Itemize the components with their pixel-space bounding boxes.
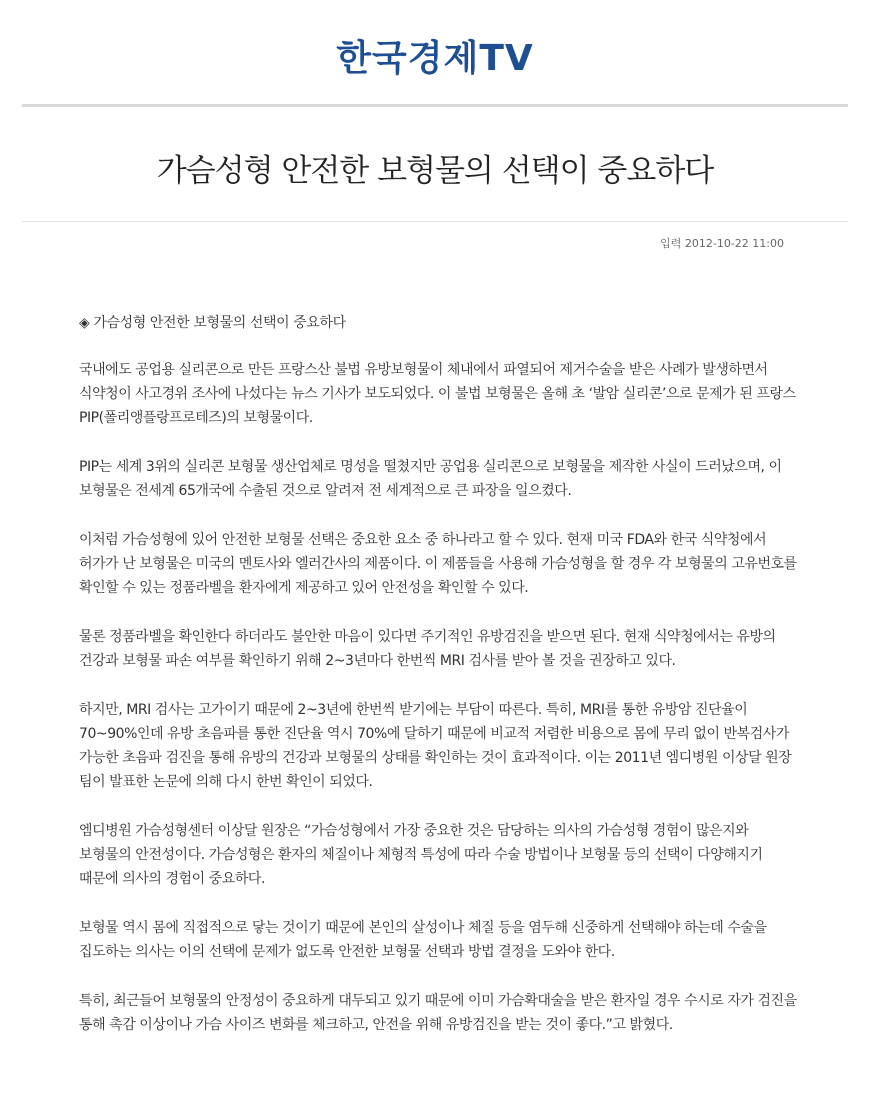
paragraph-4: 물론 정품라벨을 확인한다 하더라도 불안한 마음이 있다면 주기적인 유방검진을 받으면 된다. 현재 식약청에서는 유방의 건강과 보형물 파손 여부를 확인하기 위해 2~3년마다 한번씩 MRI 검사를 받아 볼 것을 권장하고 있다. [79,629,776,669]
paragraph-2: PIP는 세계 3위의 실리콘 보형물 생산업체로 명성을 떨쳤지만 공업용 실리콘으로 보형물을 제작한 사실이 드러났으며, 이 보형물은 전세계 65개국에 수출된 것으로 알려져 전 세계적으로 큰 파장을 일으켰다. [79,459,782,499]
paragraph-3: 이처럼 가슴성형에 있어 안전한 보형물 선택은 중요한 요소 중 하나라고 할 수 있다. 현재 미국 FDA와 한국 식약청에서 허가가 난 보형물은 미국의 멘토사와 엘러간사의 제품이다. 이 제품들을 사용해 가슴성형을 할 경우 각 보형물의 고유번호를 확인할 수 있는 정품라벨을 환자에게 제공하고 있어 안전성을 확인할 수 있다. [79,532,797,596]
site-logo[interactable]: 한국경제TV [336,38,534,79]
article-date [660,235,784,251]
date-label: 입력 [660,237,682,250]
article-body [79,311,799,1062]
paragraph-6: 엠디병원 가슴성형센터 이상달 원장은 “가슴성형에서 가장 중요한 것은 담당하는 의사의 가슴성형 경험이 많은지와 보형물의 안전성이다. 가슴성형은 환자의 체질이나 체형적 특성에 따라 수술 방법이나 보형물 등의 선택이 다양해지기 때문에 의사의 경험이 중요하다. [79,823,763,887]
date-value: 2012-10-22 11:00 [684,237,784,250]
paragraph-8: 특히, 최근들어 보형물의 안정성이 중요하게 대두되고 있기 때문에 이미 가슴확대술을 받은 환자일 경우 수시로 자가 검진을 통해 촉감 이상이나 가슴 사이즈 변화를 체크하고, 안전을 위해 유방검진을 받는 것이 좋다.”고 밝혔다. [79,993,797,1033]
article-title: 가슴성형 안전한 보형물의 선택이 중요하다 [156,153,714,189]
paragraph-7: 보형물 역시 몸에 직접적으로 닿는 것이기 때문에 본인의 살성이나 체질 등을 염두해 신중하게 선택해야 하는데 수술을 집도하는 의사는 이의 선택에 문제가 없도록 안전한 보형물 선택과 방법 결정을 도와야 한다. [79,920,767,960]
lead-text: 가슴성형 안전한 보형물의 선택이 중요하다 [93,315,346,331]
paragraph-1: 국내에도 공업용 실리콘으로 만든 프랑스산 불법 유방보형물이 체내에서 파열되어 제거수술을 받은 사례가 발생하면서 식약청이 사고경위 조사에 나섰다는 뉴스 기사가 보도되었다. 이 불법 보형물은 올해 초 ‘발암 실리콘’으로 문제가 된 프랑스 PIP(폴리앵플랑프로테즈)의 보형물이다. [79,362,796,426]
header-divider [22,104,848,107]
article-title-area [22,145,848,190]
title-divider [22,221,848,222]
diamond-bullet-icon: ◈ [79,315,90,331]
site-header [0,0,870,105]
article-lead [79,311,799,335]
paragraph-5: 하지만, MRI 검사는 고가이기 때문에 2~3년에 한번씩 받기에는 부담이 따른다. 특히, MRI를 통한 유방암 진단율이 70~90%인데 유방 초음파를 통한 진단율 역시 70%에 달하기 때문에 비교적 저렴한 비용으로 몸에 무리 없이 반복검사가 가능한 초음파 검진을 통해 유방의 건강과 보형물의 상태를 확인하는 것이 효과적이다. 이는 2011년 엠디병원 이상달 원장 팀이 발표한 논문에 의해 다시 한번 확인이 되었다. [79,702,792,790]
